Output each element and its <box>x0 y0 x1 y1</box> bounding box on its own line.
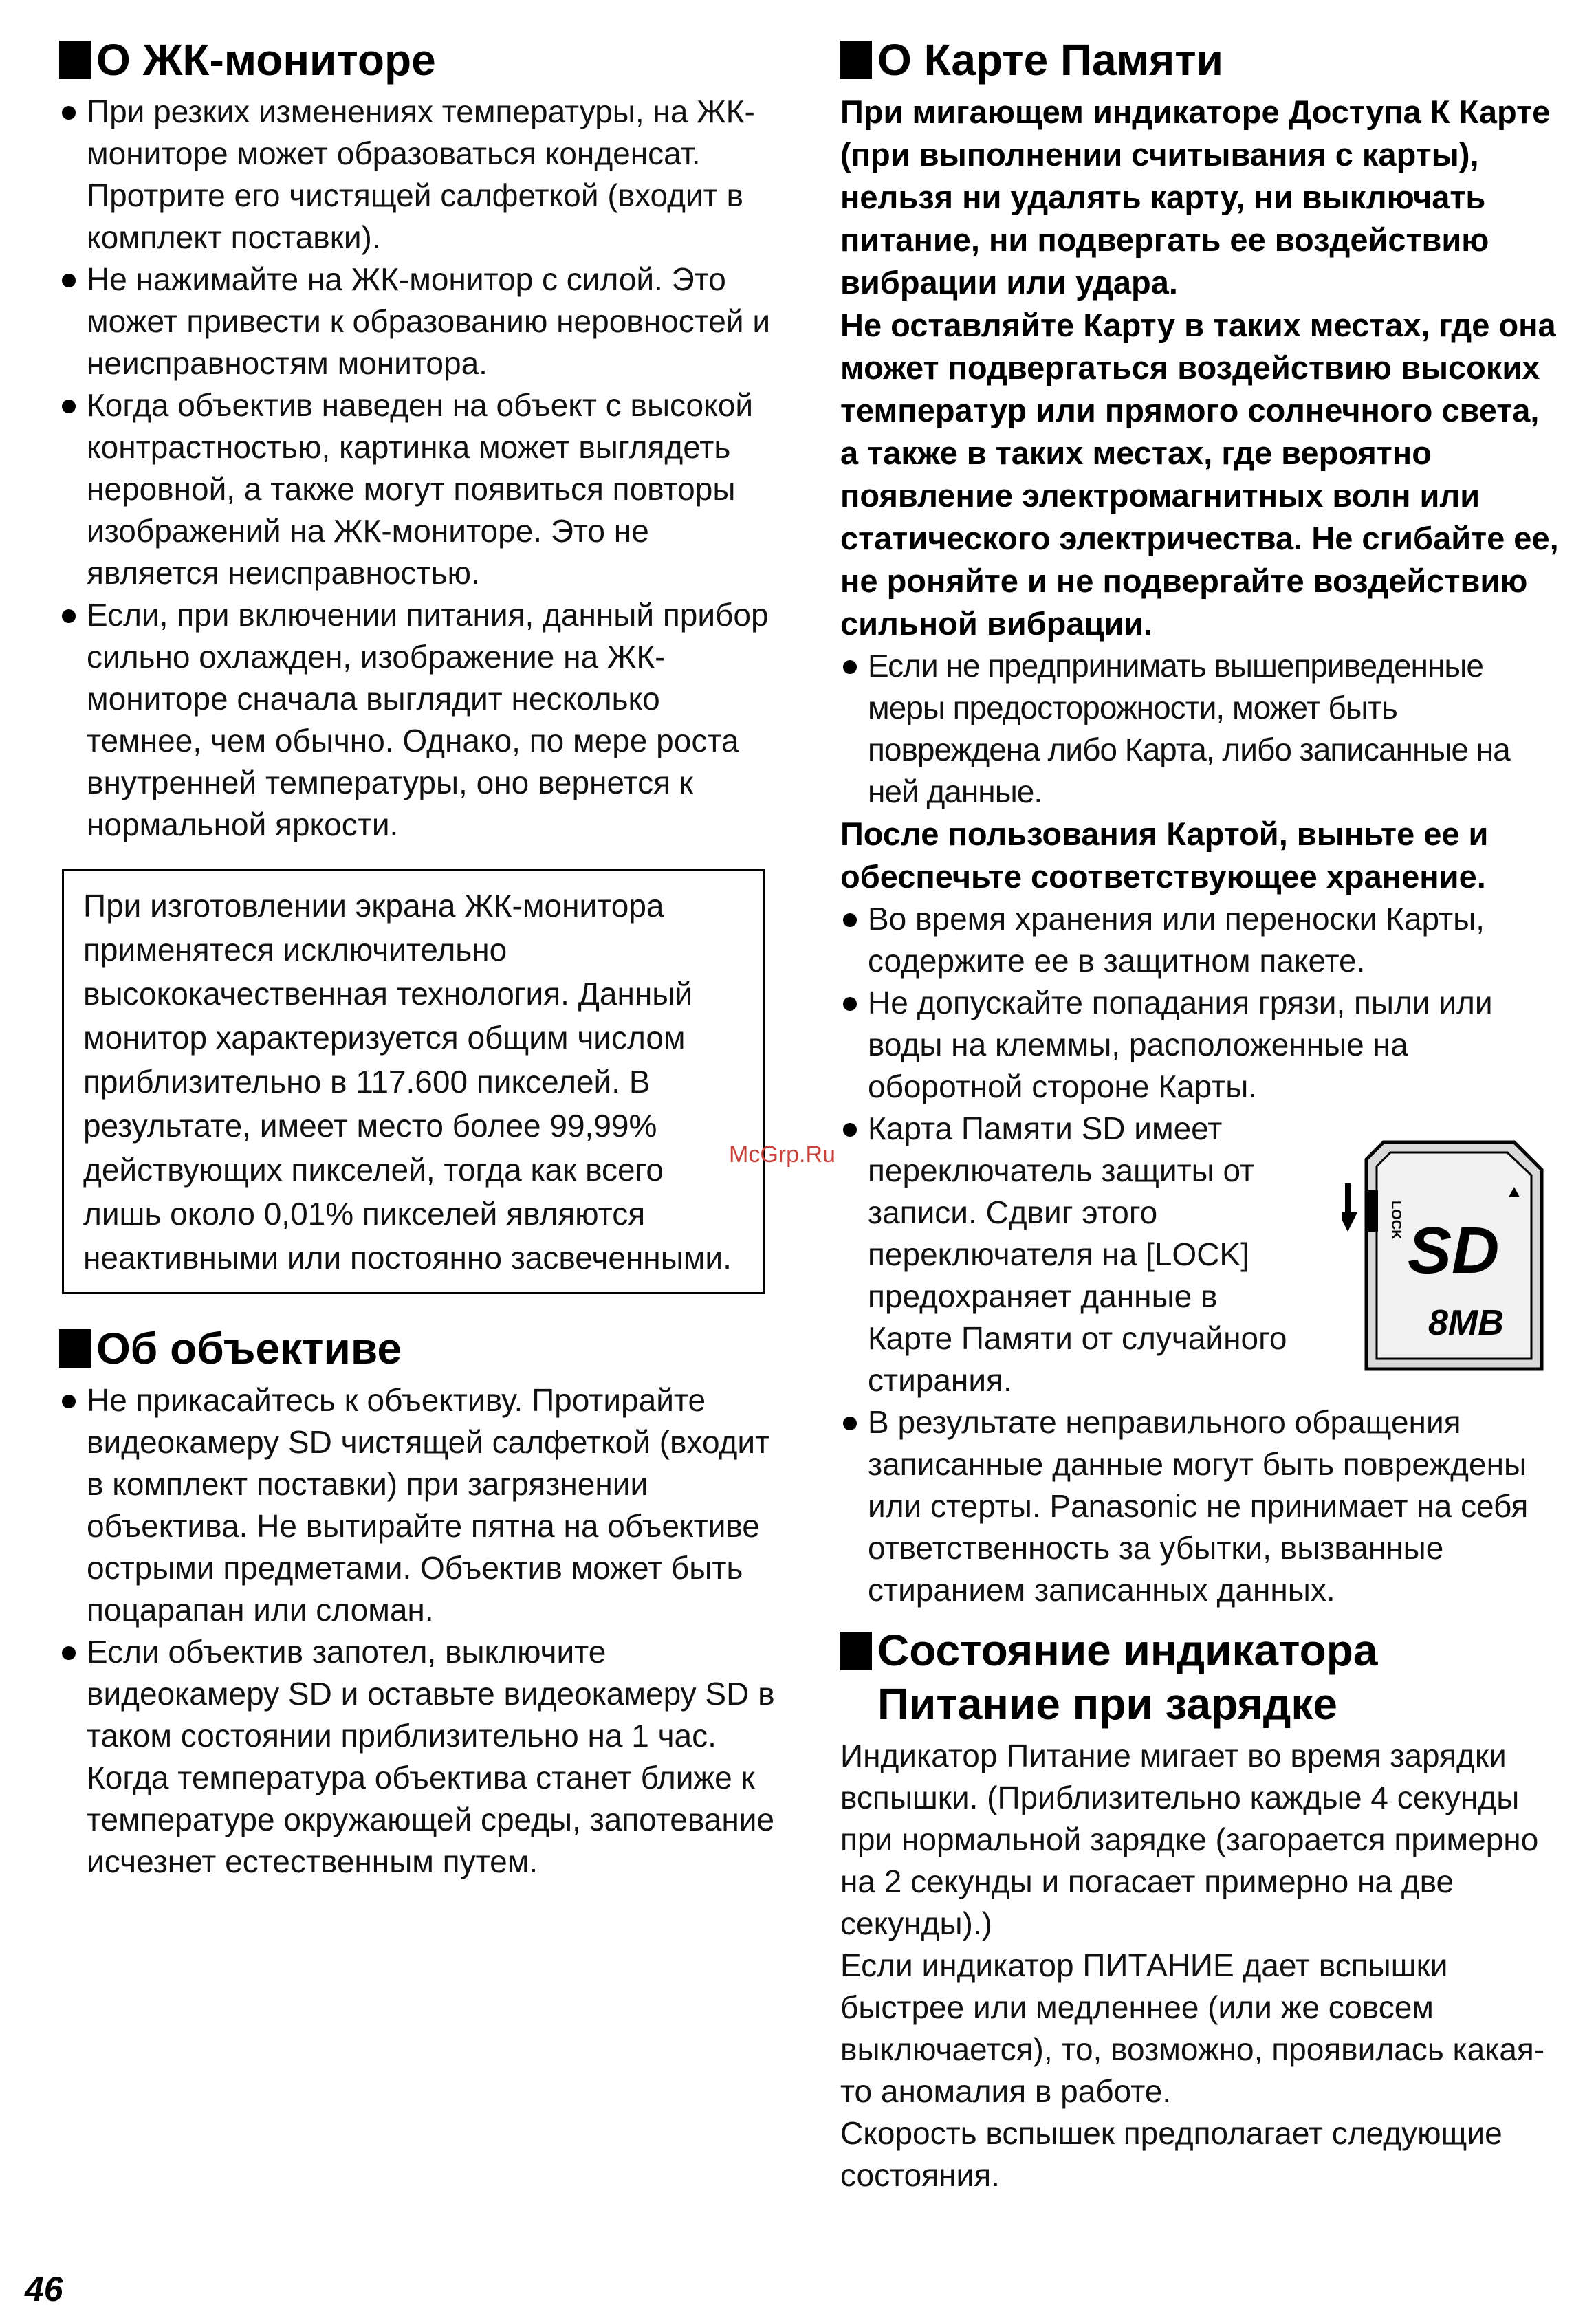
lcd-pixel-note: При изготовлении экрана ЖК-монитора применятеся исключительно высококачественная технология. Данный монитор характеризуется общим числом приблизительно в 117.600 пикселей. В результате, имеет место более 99,99% действующих пикселей, тогда как всего лишь около 0,01% пикселей являются неактивными или постоянно засвеченными. <box>83 888 732 1276</box>
card-bullet: Если не предпринимать вышеприведенные меры предосторожности, может быть повреждена либо Карта, либо записанные на ней данные. <box>840 645 1562 813</box>
lcd-bullet: Не нажимайте на ЖК-монитор с силой. Это может привести к образованию неровностей и неисправностям монитора. <box>59 259 781 384</box>
card-bullet: Не допускайте попадания грязи, пыли или воды на клеммы, расположенные на оборотной стороне Карты. <box>840 982 1562 1108</box>
power-para: Если индикатор ПИТАНИЕ дает вспышки быстрее или медленнее (или же совсем выключается), то, возможно, проявилась какая-то аномалия в работе. <box>840 1947 1545 2109</box>
lock-arrow-head <box>1342 1212 1357 1232</box>
card-bullet-list-2 <box>840 898 1562 1611</box>
card-storage-heading: После пользования Картой, выньте ее и обеспечьте соответствующее хранение. <box>840 816 1489 895</box>
lens-bullet-list <box>59 1379 781 1883</box>
card-heading: О Карте Памяти <box>840 33 1562 87</box>
lcd-heading: О ЖК-мониторе <box>59 33 781 87</box>
card-warning-access: При мигающем индикаторе Доступа К Карте (при выполнении считывания с карты), нельзя ни удалять карту, ни выключать питание, ни подвергать ее воздействию вибрации или удара. <box>840 94 1551 301</box>
left-column <box>59 33 781 1883</box>
lcd-pixel-note-box <box>62 869 765 1294</box>
lcd-bullet: При резких изменениях температуры, на ЖК-мониторе может образоваться конденсат. Протрите его чистящей салфеткой (входит в комплект поставки). <box>59 91 781 259</box>
sd-card-icon <box>1342 1135 1549 1376</box>
card-bullet-sd-lock: Карта Памяти SD имеет переключатель защиты от записи. Сдвиг этого переключателя на [LOCK] предохраняет данные в Карте Памяти от случайного стирания. LOCK SD 8MB <box>840 1108 1562 1401</box>
section-marker-icon <box>59 1329 91 1368</box>
section-marker-icon <box>59 41 91 79</box>
lcd-bullet-list <box>59 91 781 846</box>
card-bullet: Во время хранения или переноски Карты, содержите ее в защитном пакете. <box>840 898 1562 982</box>
lcd-bullet: Когда объектив наведен на объект с высокой контрастностью, картинка может выглядеть неровной, а также могут появиться повторы изображений на ЖК-мониторе. Это не является неисправностью. <box>59 384 781 594</box>
card-bullet-list-1 <box>840 645 1562 813</box>
right-column <box>840 33 1562 2196</box>
card-bullet: В результате неправильного обращения записанные данные могут быть повреждены или стерты. Panasonic не принимает на себя ответственность за убытки, вызванные стиранием записанных данных. <box>840 1401 1562 1611</box>
sd-logo: SD <box>1408 1214 1500 1287</box>
lens-bullet: Не прикасайтесь к объективу. Протирайте видеокамеру SD чистящей салфеткой (входит в комплект поставки) при загрязнении объектива. Не вытирайте пятна на объективе острыми предметами. Объектив может быть поцарапан или сломан. <box>59 1379 781 1631</box>
power-para: Скорость вспышек предполагает следующие состояния. <box>840 2115 1502 2193</box>
section-marker-icon <box>840 1632 872 1670</box>
power-para: Индикатор Питание мигает во время зарядки вспышки. (Приблизительно каждые 4 секунды при нормальной зарядке (загорается примерно на 2 секунды и погасает примерно на две секунды).) <box>840 1738 1539 1941</box>
section-marker-icon <box>840 41 872 79</box>
lcd-bullet: Если, при включении питания, данный прибор сильно охлажден, изображение на ЖК-мониторе сначала выглядит несколько темнее, чем обычно. Однако, по мере роста внутренней температуры, оно вернется к нормальной яркости. <box>59 594 781 846</box>
power-heading: Состояние индикатора Питание при зарядке <box>840 1624 1562 1731</box>
sd-lock-switch <box>1368 1190 1378 1232</box>
sd-lock-label: LOCK <box>1388 1201 1403 1240</box>
lens-bullet: Если объектив запотел, выключите видеокамеру SD и оставьте видеокамеру SD в таком состоянии приблизительно на 1 час. Когда температура объектива станет ближе к температуре окружающей среды, запотевание исчезнет естественным путем. <box>59 1631 781 1883</box>
watermark: McGrp.Ru <box>729 1141 835 1168</box>
card-warning-storage: Не оставляйте Карту в таких местах, где она может подвергаться воздействию высоких температур или прямого солнечного света, а также в таких местах, где вероятно появление электромагнитных волн или статического электричества. Не сгибайте ее, не роняйте и не подвергайте воздействию сильной вибрации. <box>840 307 1559 642</box>
sd-capacity: 8MB <box>1428 1303 1504 1343</box>
page-number: 46 <box>25 2270 63 2308</box>
lens-heading: Об объективе <box>59 1322 781 1375</box>
